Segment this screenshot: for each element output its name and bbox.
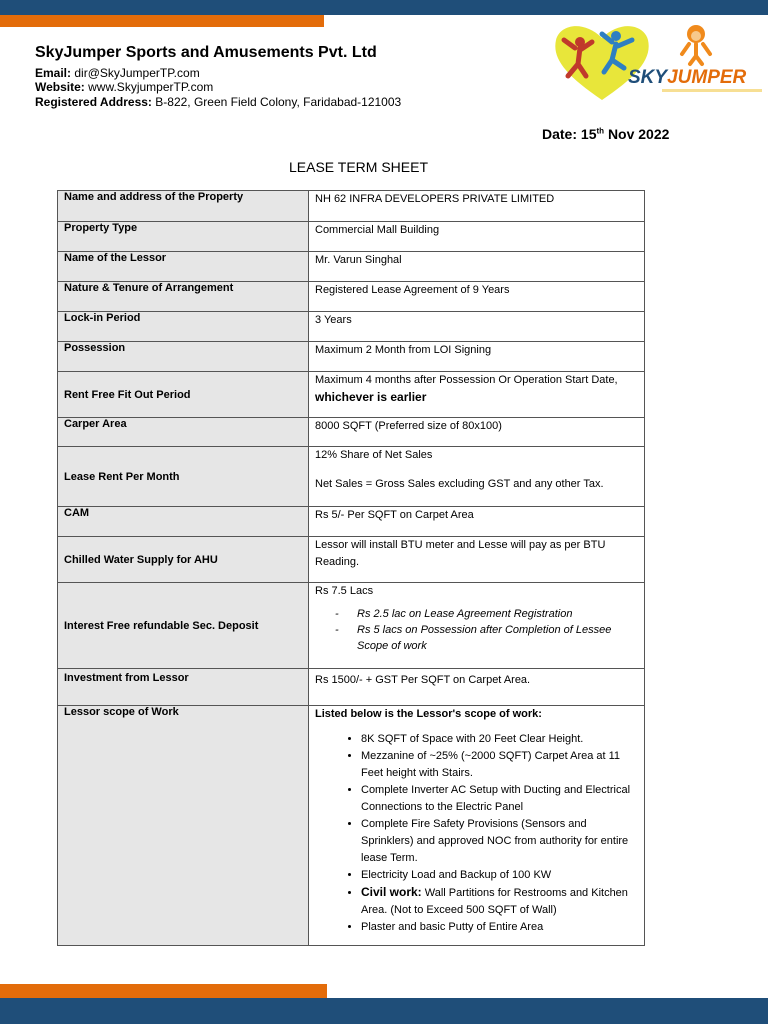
list-item: • Plaster and basic Putty of Entire Area xyxy=(361,919,638,936)
skyjumper-logo xyxy=(550,20,765,102)
row-value-line: Net Sales = Gross Sales excluding GST and any other Tax. xyxy=(315,478,604,490)
row-value: 8000 SQFT (Preferred size of 80x100) xyxy=(309,418,645,447)
monkey-mascot-icon xyxy=(682,25,710,64)
row-label: Nature & Tenure of Arrangement xyxy=(58,282,309,312)
email-value[interactable]: dir@SkyJumperTP.com xyxy=(74,66,200,80)
heart-icon xyxy=(555,26,648,100)
logo-word-jumper: JUMPER xyxy=(667,67,747,88)
civil-work-label: Civil work: xyxy=(361,885,422,899)
list-item: - Rs 5 lacs on Possession after Completion of Lessee Scope of work xyxy=(335,622,638,654)
row-value: NH 62 INFRA DEVELOPERS PRIVATE LIMITED xyxy=(309,191,645,222)
logo-wordmark xyxy=(628,67,747,88)
table-row xyxy=(58,191,645,222)
table-row xyxy=(58,583,645,669)
lease-terms-table xyxy=(57,190,645,946)
address-label: Registered Address: xyxy=(35,95,152,109)
row-label: Possession xyxy=(58,342,309,372)
row-value xyxy=(309,583,645,669)
row-value xyxy=(309,706,645,946)
list-item: • Electricity Load and Backup of 100 KW xyxy=(361,867,638,884)
top-orange-bar xyxy=(0,15,324,27)
row-label: Lock-in Period xyxy=(58,312,309,342)
website-label: Website: xyxy=(35,80,85,94)
row-label: Rent Free Fit Out Period xyxy=(58,372,309,418)
date-day: 15 xyxy=(580,126,597,142)
row-label: Chilled Water Supply for AHU xyxy=(58,537,309,583)
table-row xyxy=(58,342,645,372)
top-blue-bar xyxy=(0,0,768,15)
row-value-line: 12% Share of Net Sales xyxy=(315,449,433,461)
row-label: Name and address of the Property xyxy=(58,191,309,222)
table-row xyxy=(58,282,645,312)
bottom-blue-bar xyxy=(0,998,768,1024)
row-label: Interest Free refundable Sec. Deposit xyxy=(58,583,309,669)
row-value xyxy=(309,447,645,507)
address-value: B-822, Green Field Colony, Faridabad-121003 xyxy=(155,95,402,109)
row-value-emphasis: whichever is earlier xyxy=(315,390,427,404)
list-item: • Complete Inverter AC Setup with Ducting and Electrical Connections to the Electric Panel xyxy=(361,782,638,816)
row-value: Mr. Varun Singhal xyxy=(309,252,645,282)
row-value-text: Maximum 4 months after Possession Or Operation Start Date, xyxy=(315,374,618,386)
row-label: Lessor scope of Work xyxy=(58,706,309,946)
row-value: Rs 1500/- + GST Per SQFT on Carpet Area. xyxy=(309,669,645,706)
row-label: Investment from Lessor xyxy=(58,669,309,706)
row-value: Maximum 2 Month from LOI Signing xyxy=(309,342,645,372)
row-value-heading: Listed below is the Lessor's scope of work: xyxy=(315,708,542,720)
list-item: • 8K SQFT of Space with 20 Feet Clear Height. xyxy=(361,731,638,748)
table-row xyxy=(58,447,645,507)
table-row xyxy=(58,252,645,282)
document-title: LEASE TERM SHEET xyxy=(289,159,429,175)
row-value: Commercial Mall Building xyxy=(309,222,645,252)
date-label: Date: xyxy=(542,126,578,142)
list-item xyxy=(361,884,638,919)
company-name: SkyJumper Sports and Amusements Pvt. Ltd xyxy=(35,44,377,61)
website-line xyxy=(35,80,213,94)
row-value xyxy=(309,372,645,418)
row-label: CAM xyxy=(58,507,309,537)
date-rest: Nov 2022 xyxy=(607,126,670,142)
row-label: Property Type xyxy=(58,222,309,252)
logo-word-sky: SKY xyxy=(628,67,668,88)
table-row xyxy=(58,418,645,447)
bottom-orange-bar xyxy=(0,984,327,998)
table-row xyxy=(58,372,645,418)
table-row xyxy=(58,507,645,537)
row-label: Carper Area xyxy=(58,418,309,447)
deposit-breakdown-list xyxy=(335,606,638,654)
table-row xyxy=(58,222,645,252)
row-value: Registered Lease Agreement of 9 Years xyxy=(309,282,645,312)
row-label: Lease Rent Per Month xyxy=(58,447,309,507)
row-label: Name of the Lessor xyxy=(58,252,309,282)
date-suffix: th xyxy=(596,126,605,136)
list-item: - Rs 2.5 lac on Lease Agreement Registration xyxy=(335,606,638,622)
list-item: • Complete Fire Safety Provisions (Sensors and Sprinklers) and approved NOC from authority for entire lease Term. xyxy=(361,816,638,867)
row-value-line: Rs 7.5 Lacs xyxy=(315,585,374,597)
table-row xyxy=(58,537,645,583)
table-row xyxy=(58,706,645,946)
civil-work-text: Wall Partitions for Restrooms and Kitchen Area. (Not to Exceed 500 SQFT of Wall) xyxy=(361,887,628,916)
address-line xyxy=(35,95,401,109)
row-value: Rs 5/- Per SQFT on Carpet Area xyxy=(309,507,645,537)
row-value: Lessor will install BTU meter and Lesse will pay as per BTU Reading. xyxy=(309,537,645,583)
website-value[interactable]: www.SkyjumperTP.com xyxy=(88,80,214,94)
email-label: Email: xyxy=(35,66,72,80)
table-row xyxy=(58,312,645,342)
table-row xyxy=(58,669,645,706)
list-item: • Mezzanine of ~25% (~2000 SQFT) Carpet Area at 11 Feet height with Stairs. xyxy=(361,748,638,782)
lessor-scope-list xyxy=(331,731,638,936)
email-line xyxy=(35,66,200,80)
row-value: 3 Years xyxy=(309,312,645,342)
document-date xyxy=(542,126,669,142)
